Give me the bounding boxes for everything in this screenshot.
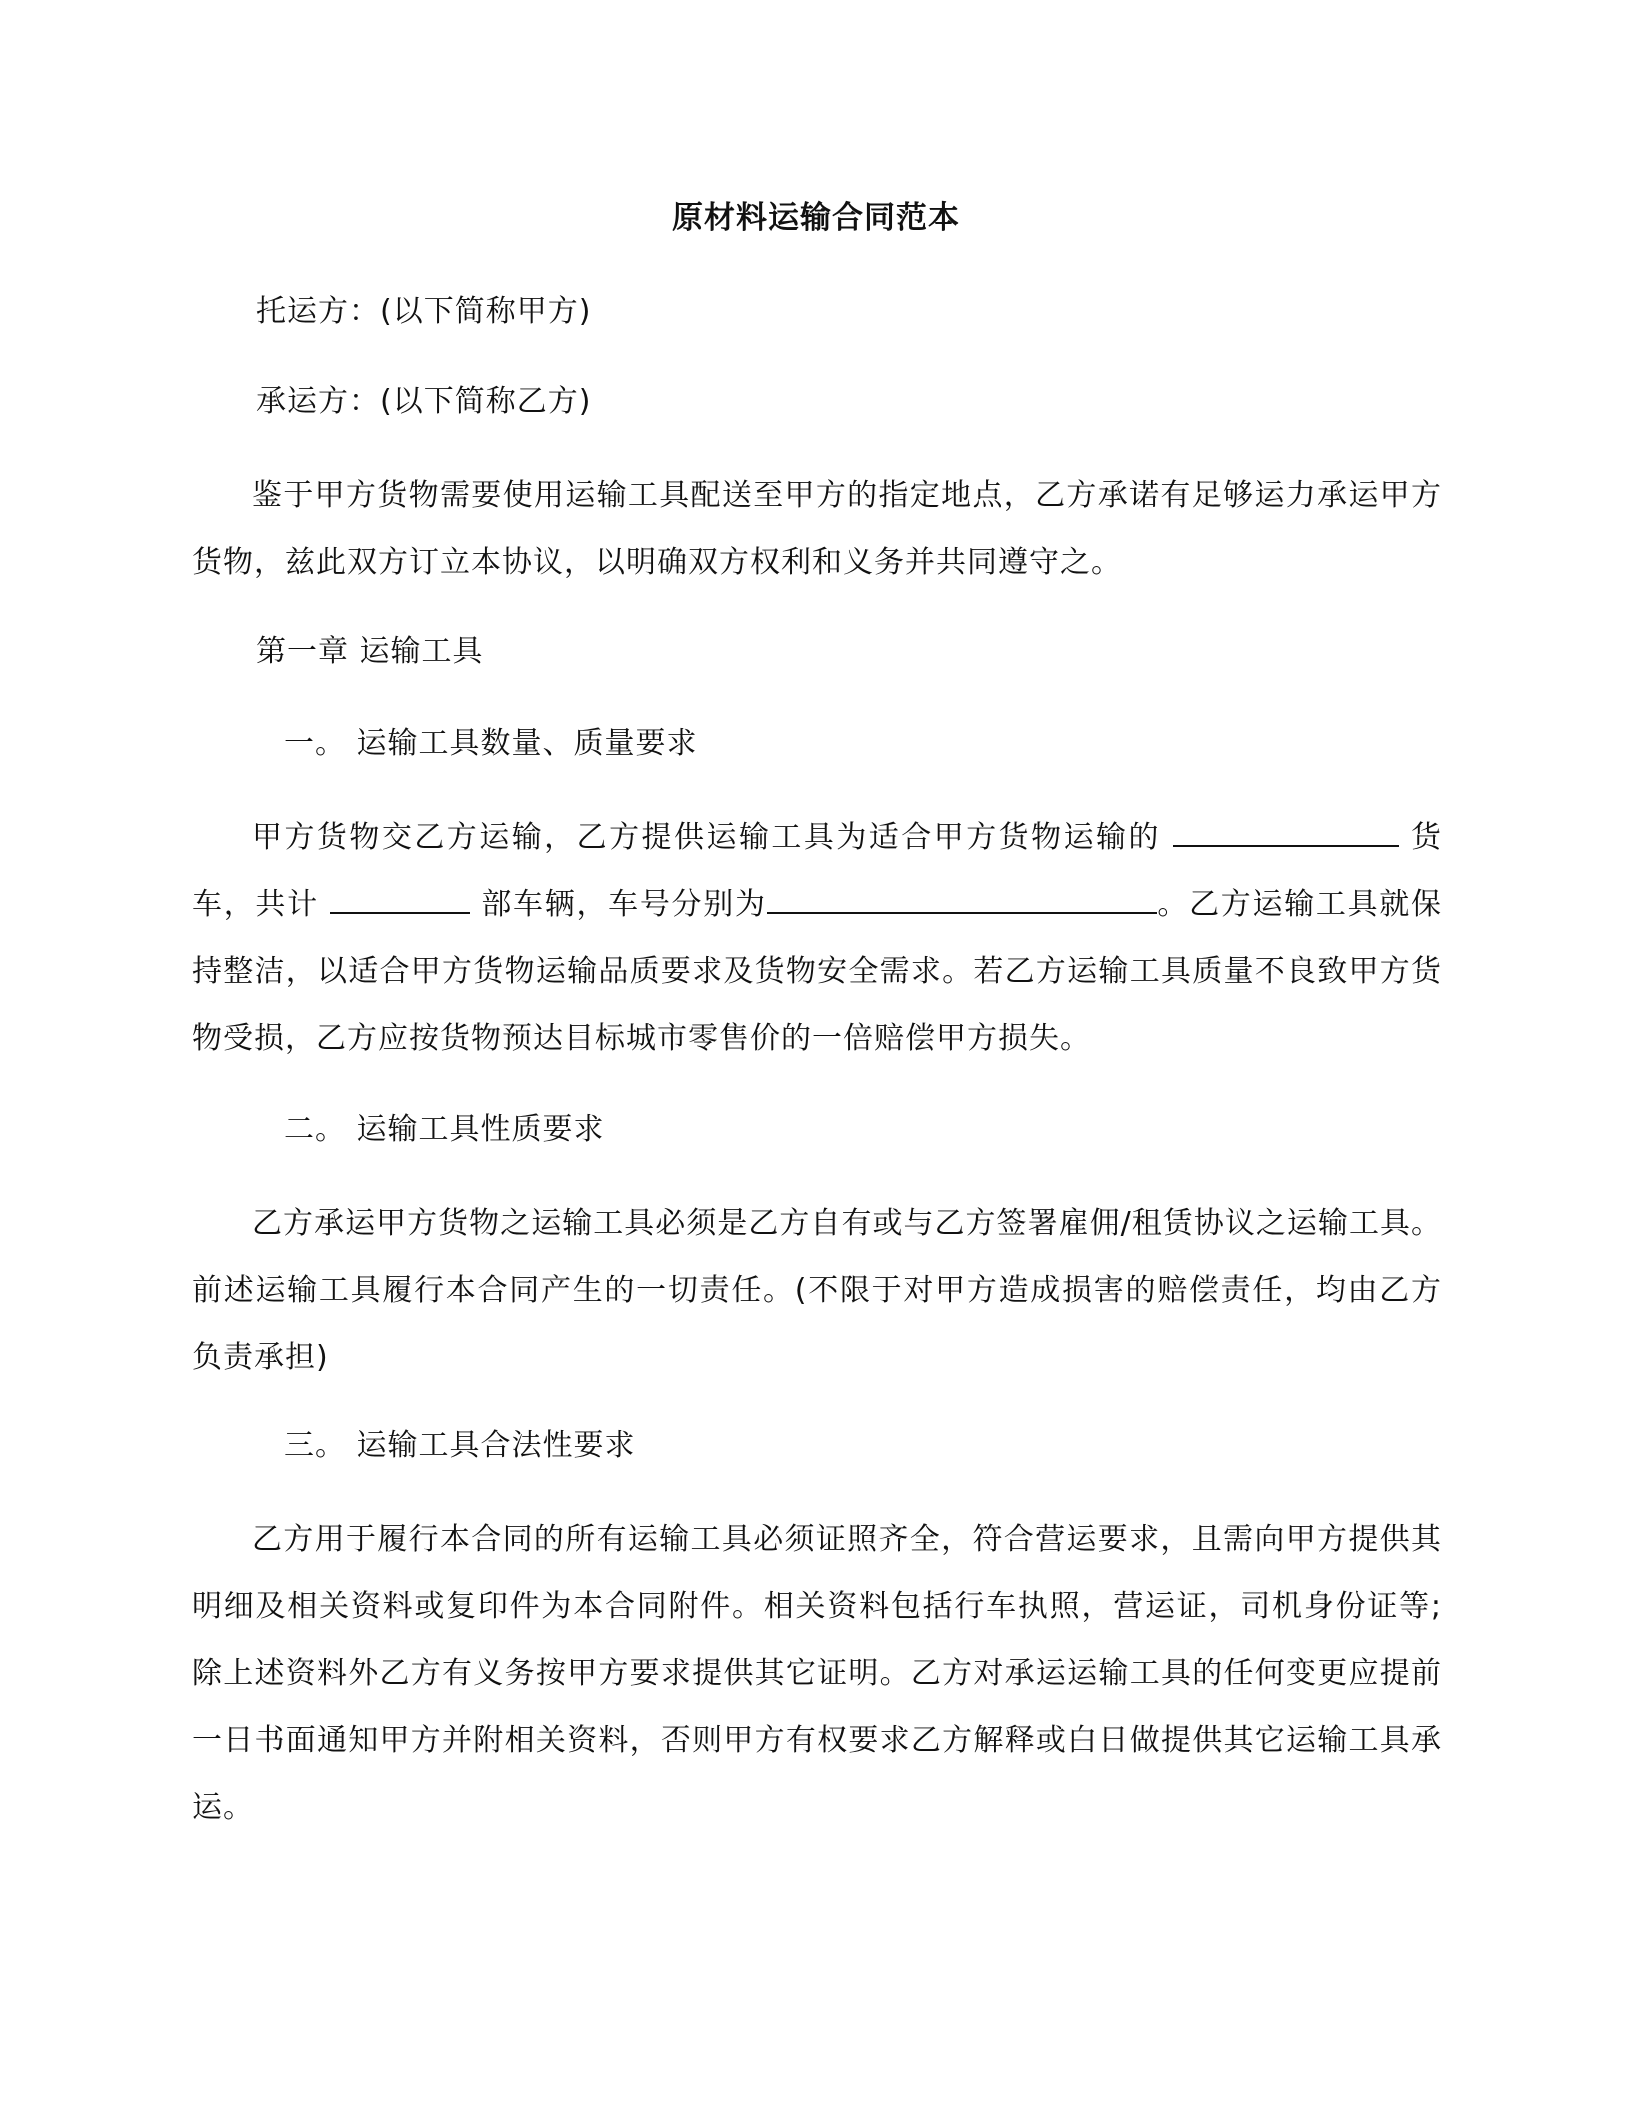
section-1-text-c: 部车辆，车号分别为 [481, 887, 767, 922]
preamble-paragraph: 鉴于甲方货物需要使用运输工具配送至甲方的指定地点，乙方承诺有足够运力承运甲方货物，兹此双方订立本协议，以明确双方权利和义务并共同遵守之。 [192, 478, 1442, 580]
section-heading-3: 三。 运输工具合法性要求 [284, 1428, 636, 1463]
vehicle-type-blank[interactable] [1173, 815, 1399, 847]
plate-numbers-blank[interactable] [767, 882, 1157, 914]
section-1-text-b: 货车，共计 [192, 820, 1442, 922]
section-1-text-a: 甲方货物交乙方运输，乙方提供运输工具为适合甲方货物运输的 [252, 820, 1161, 855]
carrier-line: 承运方：(以下简称乙方) [256, 384, 592, 419]
section-1-paragraph [192, 804, 1442, 1072]
chapter-heading: 第一章 运输工具 [256, 634, 484, 669]
vehicle-count-blank[interactable] [330, 882, 470, 914]
document-title: 原材料运输合同范本 [672, 200, 960, 236]
section-heading-2: 二。 运输工具性质要求 [284, 1112, 605, 1147]
section-1-text-d: 。乙方运输工具就保持整洁，以适合甲方货物运输品质要求及货物安全需求。若乙方运输工具质量不良致甲方货物受损，乙方应按货物预达目标城市零售价的一倍赔偿甲方损失。 [192, 887, 1443, 1056]
section-heading-1: 一。 运输工具数量、质量要求 [284, 726, 698, 761]
section-2-paragraph: 乙方承运甲方货物之运输工具必须是乙方自有或与乙方签署雇佣/租赁协议之运输工具。前述运输工具履行本合同产生的一切责任。(不限于对甲方造成损害的赔偿责任，均由乙方负责承担) [192, 1206, 1442, 1375]
shipper-line: 托运方：(以下简称甲方) [256, 294, 592, 329]
section-3-paragraph: 乙方用于履行本合同的所有运输工具必须证照齐全，符合营运要求，且需向甲方提供其明细及相关资料或复印件为本合同附件。相关资料包括行车执照，营运证，司机身份证等;除上述资料外乙方有义务按甲方要求提供其它证明。乙方对承运运输工具的任何变更应提前一日书面通知甲方并附相关资料，否则甲方有权要求乙方解释或白日做提供其它运输工具承运。 [192, 1522, 1442, 1825]
